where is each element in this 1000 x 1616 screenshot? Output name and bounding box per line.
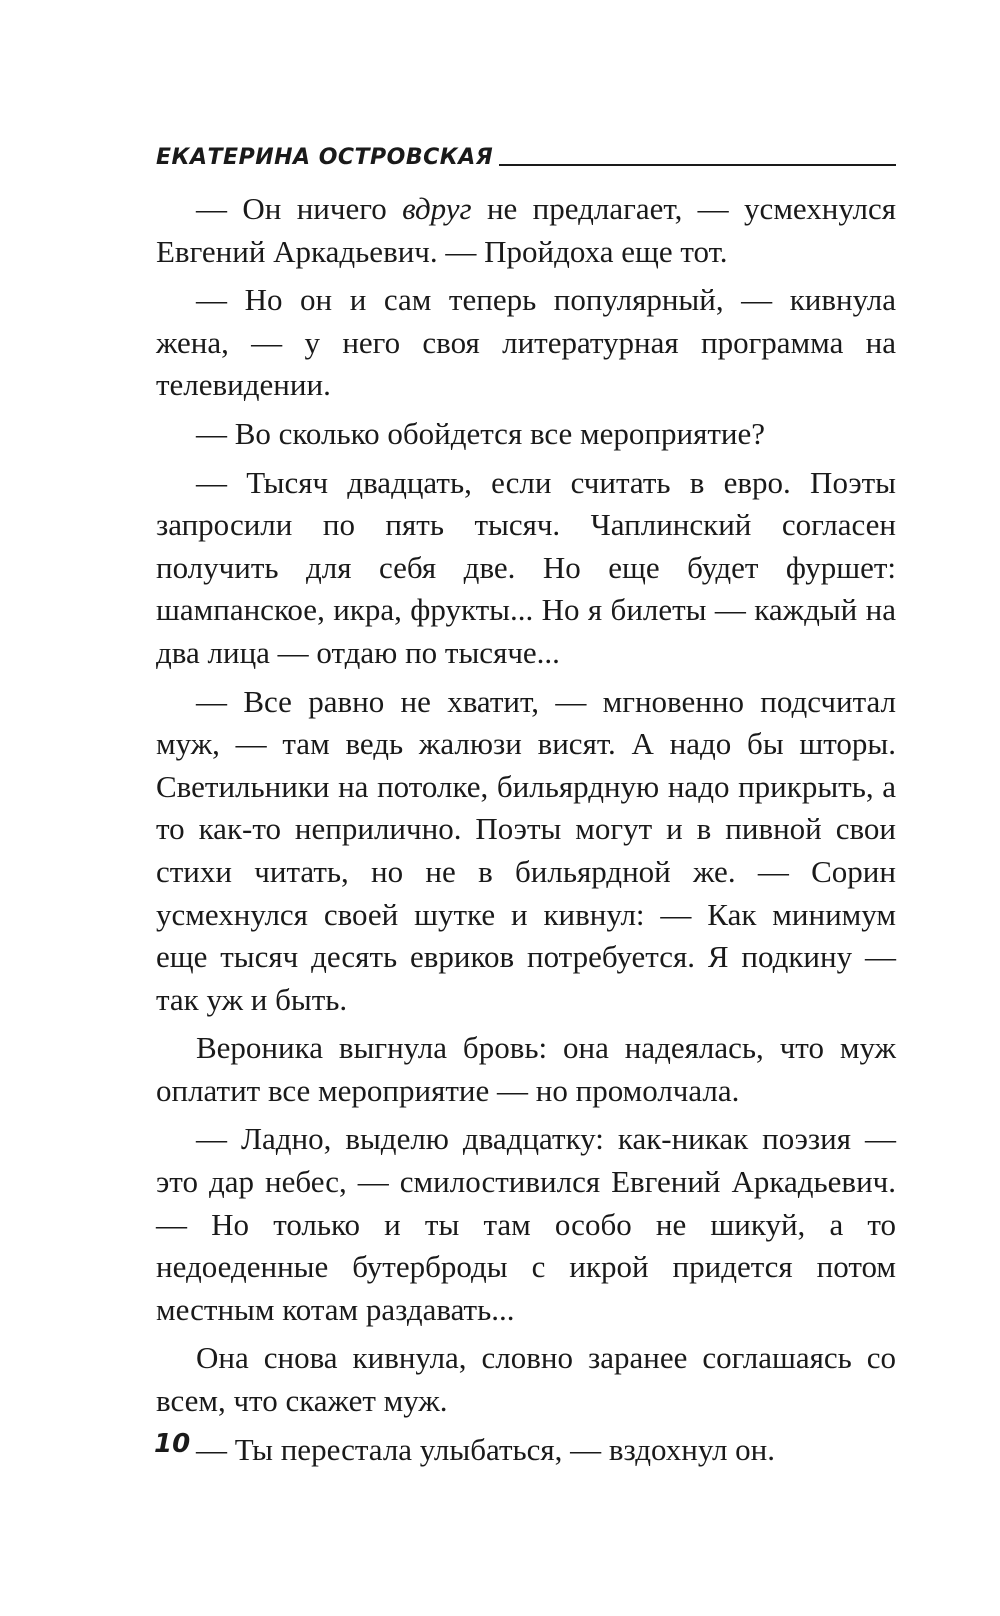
page-body <box>156 188 896 1471</box>
paragraph: — Ты перестала улыбаться, — вздохнул он. <box>196 1431 776 1467</box>
paragraph: Она снова кивнула, словно заранее соглашаясь со всем, что скажет муж. <box>156 1340 896 1419</box>
paragraph: — Но он и сам теперь популярный, — кивнула жена, — у него своя литературная программа на телевидении. <box>156 282 896 403</box>
paragraph-text: не предлагает, — усмехнулся Евгений Аркадьевич. — Пройдоха еще тот. <box>156 191 897 269</box>
running-head-author: ЕКАТЕРИНА ОСТРОВСКАЯ <box>156 145 494 170</box>
emphasis-text: вдруг <box>402 191 472 226</box>
paragraph: — Ладно, выделю двадцатку: как-никак поэзия — это дар небес, — смилостивился Евгений Аркадьевич. — Но только и ты там особо не шикуй, а то недоеденные бутерброды с икрой придется потом местным котам раздавать... <box>156 1121 896 1327</box>
paragraph: Вероника выгнула бровь: она надеялась, что муж оплатит все мероприятие — но промолчала. <box>156 1030 896 1108</box>
page-number: 10 <box>154 1429 191 1459</box>
paragraph: — Во сколько обойдется все мероприятие? <box>196 415 766 451</box>
paragraph: — Все равно не хватит, — мгновенно подсчитал муж, — там ведь жалюзи висят. А надо бы шторы. Светильники на потолке, бильярдную надо прикрыть, а то как-то неприлично. Поэты могут и в пивной свои стихи читать, но не в бильярдной же. — Сорин усмехнулся своей шутке и кивнул: — Как минимум еще тысяч десять евриков потребуется. Я подкину — так уж и быть. <box>156 683 896 1017</box>
running-head-rule <box>499 164 896 166</box>
paragraph <box>156 188 896 273</box>
paragraph: — Тысяч двадцать, если считать в евро. Поэты запросили по пять тысяч. Чаплинский согласен получить для себя две. Но еще будет фуршет: шампанское, икра, фрукты... Но я билеты — каждый на два лица — отдаю по тысяче... <box>156 464 896 670</box>
paragraph-text: — Он ничего <box>196 191 403 226</box>
running-head <box>156 133 896 169</box>
